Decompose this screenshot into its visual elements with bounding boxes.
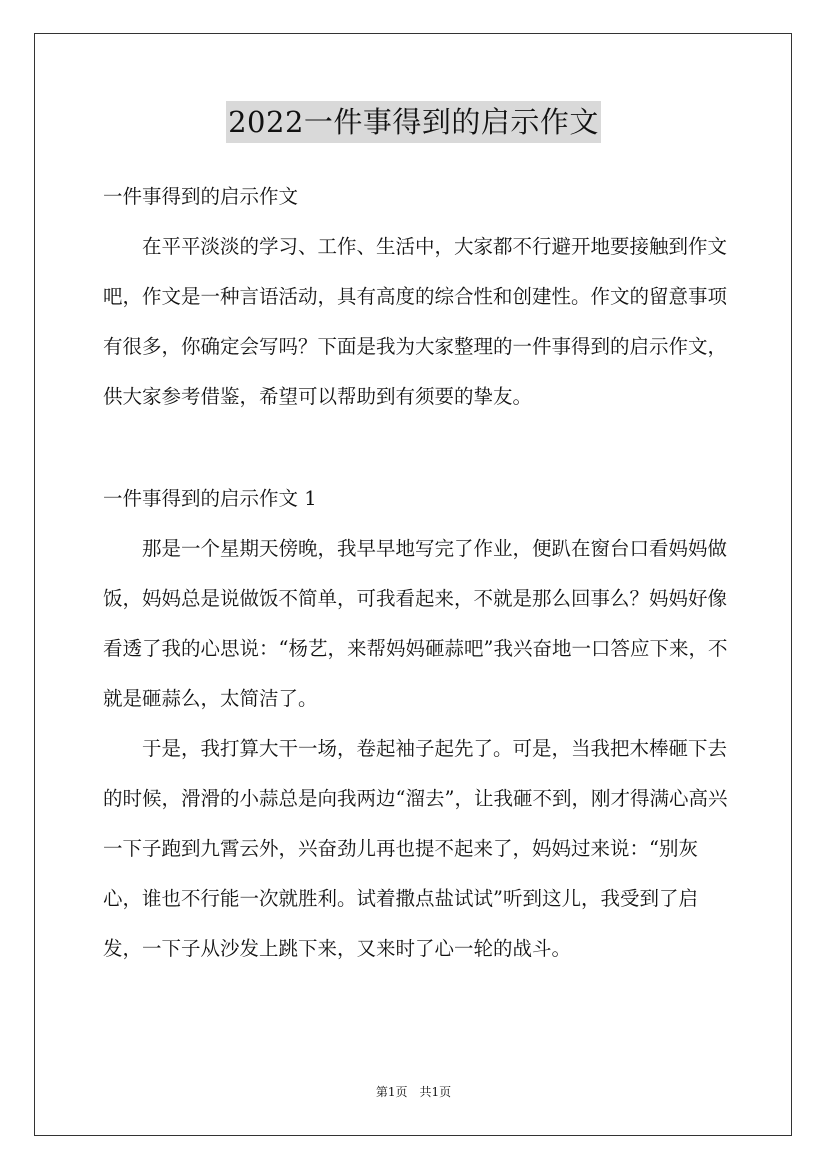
intro-paragraph: 在平平淡淡的学习、工作、生活中，大家都不行避开地要接触到作文吧，作文是一种言语活动，具有高度的综合性和创建性。作文的留意事项有很多，你确定会写吗？下面是我为大家整理的一件事得到的启示作文，供大家参考借鉴，希望可以帮助到有须要的挚友。 <box>103 235 728 408</box>
document-title: 2022一件事得到的启示作文 <box>226 101 601 143</box>
document-body <box>103 172 733 974</box>
title-container <box>0 101 827 143</box>
section-heading: 一件事得到的启示作文 1 <box>103 487 317 510</box>
page-number-footer: 第1页 共1页 <box>375 1085 452 1099</box>
body-paragraph-1: 那是一个星期天傍晚，我早早地写完了作业，便趴在窗台口看妈妈做饭，妈妈总是说做饭不简单，可我看起来，不就是那么回事么？妈妈好像看透了我的心思说：“杨艺，来帮妈妈砸蒜吧”我兴奋地一口答应下来，不就是砸蒜么，太简洁了。 <box>103 537 728 710</box>
document-subtitle: 一件事得到的启示作文 <box>103 185 299 208</box>
body-paragraph-2: 于是，我打算大干一场，卷起袖子起先了。可是，当我把木棒砸下去的时候，滑滑的小蒜总是向我两边“溜去”，让我砸不到，刚才得满心高兴一下子跑到九霄云外，兴奋劲儿再也提不起来了，妈妈过来说：“别灰心，谁也不行能一次就胜利。试着撒点盐试试”听到这儿，我受到了启发，一下子从沙发上跳下来，又来时了心一轮的战斗。 <box>103 737 728 960</box>
section-spacer <box>103 422 733 474</box>
